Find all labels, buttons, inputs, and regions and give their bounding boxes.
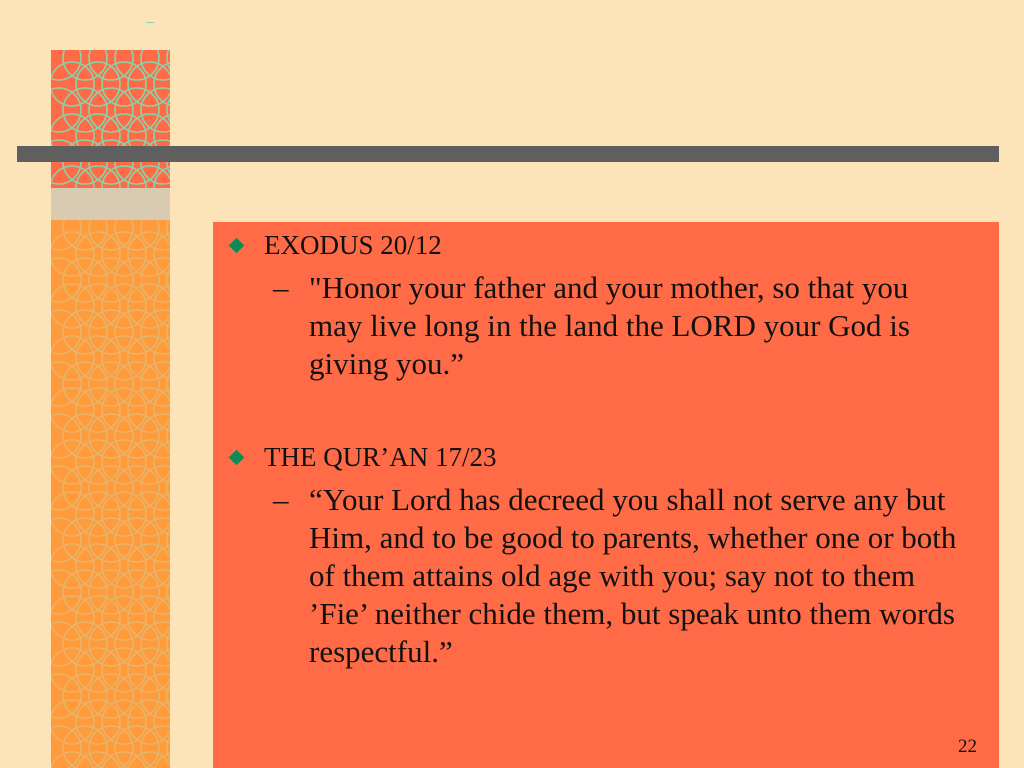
decorative-ring (76, 544, 120, 588)
decorative-ring (89, 622, 133, 666)
decorative-ring (102, 596, 146, 640)
decorative-ring (89, 310, 133, 354)
decorative-ring (89, 674, 133, 718)
decorative-ring (102, 284, 146, 328)
decorative-ring (89, 466, 133, 510)
decorative-ring (76, 648, 120, 692)
quote-quran (273, 481, 963, 671)
decorative-ring (89, 362, 133, 406)
decorative-ring (102, 336, 146, 380)
decorative-ring (128, 336, 170, 380)
decorative-ring (89, 220, 133, 250)
decorative-ring (128, 544, 170, 588)
diamond-icon (229, 238, 245, 254)
ring-pattern-bottom-svg (51, 220, 170, 768)
decorative-ring (141, 726, 170, 768)
decorative-ring (51, 220, 81, 250)
decorative-ring (102, 440, 146, 484)
decorative-ring (141, 518, 170, 562)
decorative-ring (51, 336, 94, 380)
ring-pattern-bottom (51, 220, 170, 768)
decorative-ring (76, 440, 120, 484)
decorative-ring (102, 232, 146, 276)
decorative-ring (115, 362, 159, 406)
decorative-ring (141, 674, 170, 718)
decorative-ring (89, 570, 133, 614)
decorative-ring (51, 310, 81, 354)
decorative-ring (128, 596, 170, 640)
decorative-ring (63, 310, 107, 354)
decorative-ring (115, 88, 159, 132)
decorative-ring (51, 88, 81, 132)
decorative-ring (51, 492, 94, 536)
decorative-ring (51, 466, 81, 510)
decorative-ring (76, 284, 120, 328)
dash: – (273, 270, 289, 305)
bullet-exodus (227, 228, 442, 262)
decorative-ring (141, 88, 170, 132)
decorative-ring (51, 232, 94, 276)
decorative-ring (141, 414, 170, 458)
decorative-ring (115, 518, 159, 562)
decorative-ring (76, 62, 120, 106)
sand-band (51, 188, 170, 220)
decorative-ring (141, 362, 170, 406)
decorative-ring (128, 232, 170, 276)
decorative-ring (51, 388, 94, 432)
ring-pattern-top (51, 50, 170, 188)
decorative-tick (146, 22, 154, 23)
decorative-ring (141, 466, 170, 510)
decorative-ring (115, 50, 159, 80)
horizontal-divider (17, 146, 999, 162)
decorative-ring (51, 596, 94, 640)
decorative-ring (102, 544, 146, 588)
decorative-ring (76, 700, 120, 744)
decorative-ring (63, 220, 107, 250)
decorative-ring (128, 440, 170, 484)
decorative-ring (51, 414, 81, 458)
decorative-ring (51, 622, 81, 666)
decorative-ring (76, 492, 120, 536)
decorative-ring (141, 570, 170, 614)
decorative-ring (102, 648, 146, 692)
decorative-ring (115, 310, 159, 354)
decorative-ring (128, 388, 170, 432)
decorative-ring (115, 674, 159, 718)
quote-exodus (273, 269, 963, 383)
decorative-ring (102, 62, 146, 106)
decorative-ring (51, 258, 81, 302)
decorative-ring (128, 62, 170, 106)
decorative-ring (51, 674, 81, 718)
decorative-ring (89, 414, 133, 458)
decorative-ring (102, 388, 146, 432)
bullet-heading: THE QUR’AN 17/23 (264, 442, 497, 472)
decorative-ring (63, 258, 107, 302)
decorative-ring (89, 726, 133, 768)
decorative-ring (51, 570, 81, 614)
decorative-ring (76, 596, 120, 640)
decorative-ring (51, 284, 94, 328)
decorative-ring (115, 570, 159, 614)
decorative-ring (51, 648, 94, 692)
decorative-ring (51, 726, 81, 768)
ring-pattern-top-svg (51, 50, 170, 188)
bullet-quran (227, 440, 496, 474)
decorative-ring (128, 700, 170, 744)
decorative-ring (63, 674, 107, 718)
decorative-ring (128, 648, 170, 692)
decorative-ring (141, 310, 170, 354)
decorative-ring (63, 466, 107, 510)
decorative-ring (89, 50, 133, 80)
decorative-ring (115, 466, 159, 510)
decorative-ring (51, 362, 81, 406)
decorative-ring (63, 88, 107, 132)
decorative-ring (141, 622, 170, 666)
decorative-ring (102, 492, 146, 536)
dash: – (273, 482, 289, 517)
quote-text: "Honor your father and your mother, so that you may live long in the land the LORD your God is giving you.” (309, 270, 910, 381)
decorative-ring (76, 336, 120, 380)
decorative-ring (63, 570, 107, 614)
decorative-ring (115, 726, 159, 768)
decorative-ring (63, 414, 107, 458)
decorative-ring (51, 62, 94, 106)
content-panel (213, 222, 999, 768)
decorative-ring (63, 726, 107, 768)
decorative-ring (89, 258, 133, 302)
page-number: 22 (958, 736, 977, 757)
decorative-ring (63, 362, 107, 406)
decorative-ring (128, 492, 170, 536)
decorative-ring (76, 388, 120, 432)
decorative-ring (102, 700, 146, 744)
decorative-ring (51, 440, 94, 484)
diamond-icon (229, 450, 245, 466)
decorative-ring (115, 258, 159, 302)
decorative-ring (76, 232, 120, 276)
decorative-ring (141, 258, 170, 302)
decorative-ring (63, 50, 107, 80)
decorative-ring (89, 88, 133, 132)
decorative-ring (63, 518, 107, 562)
decorative-ring (115, 622, 159, 666)
decorative-ring (51, 544, 94, 588)
decorative-ring (51, 700, 94, 744)
quote-text: “Your Lord has decreed you shall not serve any but Him, and to be good to parents, whether one or both of them attains old age with you; say not to them ’Fie’ neither chide them, but speak unto them words respectful.” (309, 482, 957, 669)
decorative-ring (51, 518, 81, 562)
decorative-ring (115, 220, 159, 250)
decorative-ring (128, 284, 170, 328)
decorative-ring (115, 414, 159, 458)
bullet-heading: EXODUS 20/12 (264, 230, 442, 260)
decorative-ring (63, 622, 107, 666)
decorative-ring (89, 518, 133, 562)
decorative-ring (51, 50, 81, 80)
